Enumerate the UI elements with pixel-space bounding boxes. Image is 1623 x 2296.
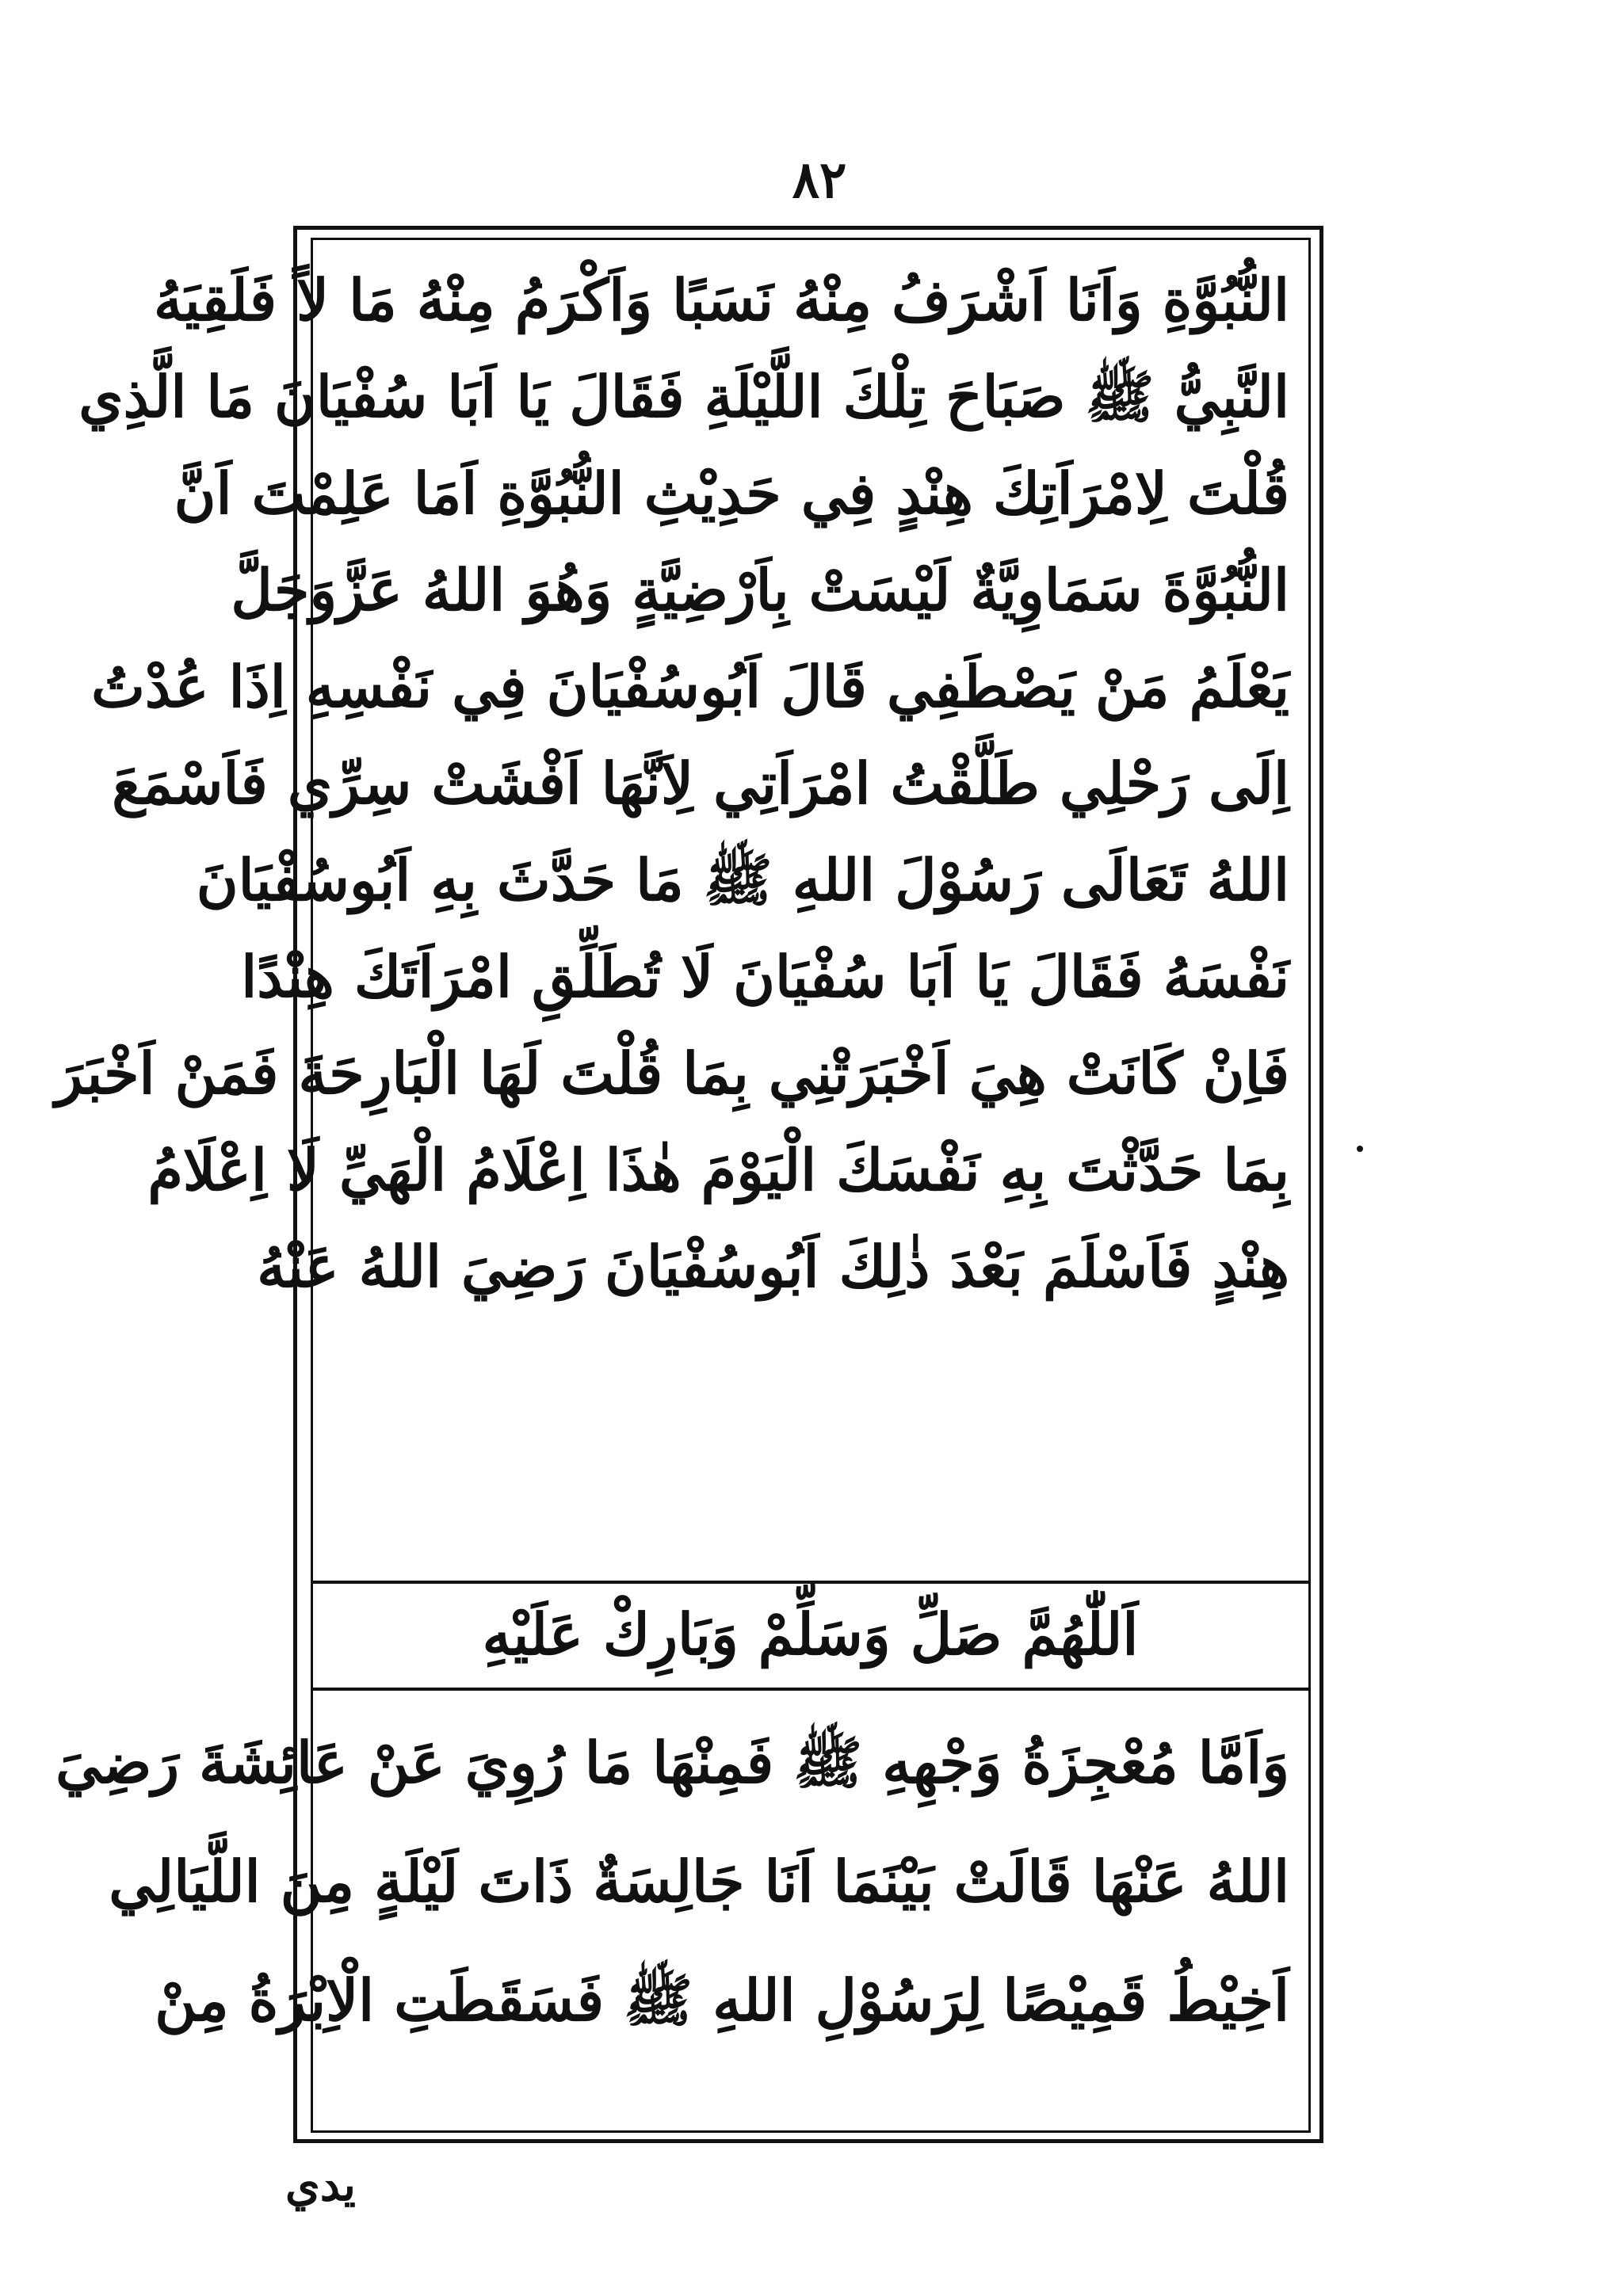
- text-line-5: يَعْلَمُ مَنْ يَصْطَفِي قَالَ اَبُوسُفْيَانَ فِي نَفْسِهِ اِذَا عُدْتُ: [91, 653, 1289, 720]
- catchword: يدي: [285, 2159, 356, 2211]
- text-line-10: بِمَا حَدَّثْتَ بِهِ نَفْسَكَ الْيَوْمَ هٰذَا اِعْلَامُ الْهَيِّ لَا اِعْلَامُ: [147, 1136, 1289, 1203]
- text-line-3: قُلْتَ لِامْرَاَتِكَ هِنْدٍ فِي حَدِيْثِ النُّبُوَّةِ اَمَا عَلِمْتَ اَنَّ: [174, 460, 1289, 527]
- salawat-heading: اَللّٰهُمَّ صَلِّ وَسَلِّمْ وَبَارِكْ عَلَيْهِ: [482, 1600, 1139, 1668]
- text-line-2: النَّبِيُّ ﷺ صَبَاحَ تِلْكَ اللَّيْلَةِ فَقَالَ يَا اَبَا سُفْيَانَ مَا الَّذِي: [78, 363, 1289, 430]
- text-line-8: نَفْسَهُ فَقَالَ يَا اَبَا سُفْيَانَ لَا تُطَلِّقِ امْرَاَتَكَ هِنْدًا: [241, 943, 1289, 1010]
- text-line-1: النُّبُوَّةِ وَاَنَا اَشْرَفُ مِنْهُ نَسَبًا وَاَكْرَمُ مِنْهُ مَا لاً فَلَقِيَهُ: [153, 266, 1289, 334]
- margin-dot: [1357, 1146, 1363, 1152]
- text-line-7: اللهُ تَعَالَى رَسُوْلَ اللهِ ﷺ مَا حَدَّثَ بِهِ اَبُوسُفْيَانَ: [196, 846, 1289, 913]
- lower-text-block: [55, 1703, 1304, 2060]
- main-text-block: [55, 252, 1304, 1315]
- lower-text-line-2: اللهُ عَنْهَا قَالَتْ بَيْنَمَا اَنَا جَالِسَةٌ ذَاتَ لَيْلَةٍ مِنَ اللَّيَالِي: [109, 1848, 1289, 1915]
- text-line-4: النُّبُوَّةَ سَمَاوِيَّةٌ لَيْسَتْ بِاَرْضِيَّةٍ وَهُوَ اللهُ عَزَّوَجَلَّ: [231, 556, 1289, 624]
- text-line-11: هِنْدٍ فَاَسْلَمَ بَعْدَ ذٰلِكَ اَبُوسُفْيَانَ رَضِيَ اللهُ عَنْهُ: [257, 1233, 1289, 1300]
- lower-text-line-1: وَاَمَّا مُعْجِزَةُ وَجْهِهِ ﷺ فَمِنْهَا مَا رُوِيَ عَنْ عَائِشَةَ رَضِيَ: [55, 1729, 1289, 1796]
- text-line-9: فَاِنْ كَانَتْ هِيَ اَخْبَرَتْنِي بِمَا قُلْتَ لَهَا الْبَارِحَةَ فَمَنْ اَخْبَرَ: [55, 1039, 1289, 1107]
- page-number: ٨٢: [792, 151, 847, 210]
- section-divider-top: [311, 1581, 1311, 1584]
- lower-text-line-3: اَخِيْطُ قَمِيْصًا لِرَسُوْلِ اللهِ ﷺ فَسَقَطَتِ الْاِبْرَةُ مِنْ: [155, 1966, 1289, 2034]
- section-divider-bottom: [311, 1688, 1311, 1691]
- text-line-6: اِلَى رَحْلِي طَلَّقْتُ امْرَاَتِي لِاَنَّهَا اَفْشَتْ سِرِّي فَاَسْمَعَ: [112, 749, 1289, 817]
